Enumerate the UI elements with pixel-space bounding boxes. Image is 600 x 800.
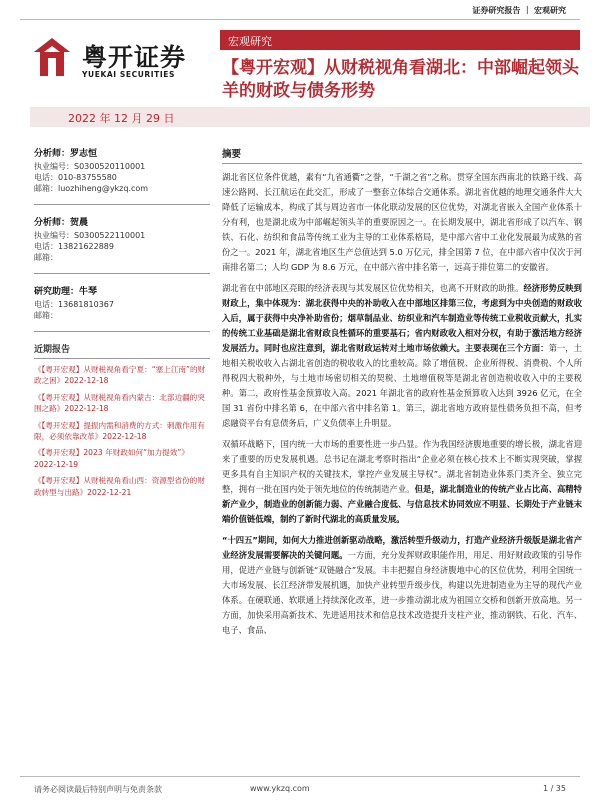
analyst-license: 执业编号：S0300522110001 <box>34 231 146 240</box>
paragraph-text: 一方面，充分发挥财政职能作用，用足、用好财政政策的引导作用，促进产业链与创新链“双链融合”发展。丰丰把握自身经济腹地中心的区位优势，利用全国统一大市场发展、长江经济带发展机遇，加快产业转型升级步伐，构建以先进制造业为主导的现代产业体系。在硬联通、软联通上持续深化改革，进一步推动湖北成为祖国立交桥和创新开放高地。另一方面，加快采用高新技术、先进适用技术和信息技术改造提升支柱产业，推动钢铁、石化、汽车、电子、食品、 <box>222 550 582 635</box>
category-banner <box>220 30 580 50</box>
abstract-paragraph: 湖北省区位条件优越，素有“九省通衢”之誉，“千湖之省”之称。贯穿全国东西南北的铁路干线、高速公路网、长江航运在此交汇，形成了一整套立体综合交通体系。湖北省优越的地理交通条件大大降低了运输成本，构成了其与周边省市一体化联动发展的区位优势，对湖北省嵌入全国产业体系十分有利，也是湖北成为中部崛起领头羊的重要原因之一。在长期发展中，湖北省形成了以汽车、钢铁、石化、纺织和食品等传统工业为主导的工业体系格局，是中部六省中工业化发展最为成熟的省份之一。2021 年，湖北省地区生产总值达到 5.0 万亿元，排全国第 7 位，在中部六省中仅次于河南排名第二；人均 GDP 为 8.6 万元，在中部六省中排名第一，远高于排位第二的安徽省。 <box>222 172 582 272</box>
recent-report-link[interactable]: 《【粤开宏观】从财税视角看内蒙古：北部边疆的突围之路》2022-12-18 <box>34 392 205 414</box>
paragraph-text: 第一，土地相关税收收入占湖北省创造的税收收入的比重较高。除了增值税、企业所得税、消费税、个人所得税四大税种外，与土地市场密切相关的契税、土地增值税等是湖北省创造税收收入中的主要税种。第二，政府性基金预算收入高。2021 年湖北省的政府性基金预算收入达到 3926 亿元，在全国 31 省份中排名第 6，在中部六省中排名第 1。第三，湖北省地方政府显性债务负担不高，但考虑融资平台有息债务后，广义负债率上升明显。 <box>222 343 582 428</box>
report-date: 2022 年 12 月 29 日 <box>68 112 175 125</box>
abstract-heading: 摘要 <box>222 146 582 164</box>
divider <box>34 273 210 274</box>
paragraph-emphasis: “十四五”期间，如何大力推进创新驱动战略，激活转型升级动力，打造产业经济升级版是湖北省产业经济发展需要解决的关键问题。 <box>222 535 582 560</box>
assistant-phone: 电话：13681810367 <box>34 300 114 309</box>
disclaimer-text: 请务必阅读最后特别声明与免责条款 <box>34 785 162 794</box>
recent-report-link[interactable]: 《【粤开宏观】从财税视角看宁夏：“塞上江南”的财政之困》2022-12-18 <box>34 365 206 386</box>
assistant-email: 邮箱： <box>34 311 58 320</box>
category-label: 宏观研究 <box>228 35 272 48</box>
recent-report-link[interactable]: 《【粤开宏观】2023 年财政如何“加力提效”》2022-12-19 <box>34 448 189 469</box>
brand-name-cn: 粤开证券 <box>82 43 187 72</box>
assistant-block <box>34 284 210 321</box>
footer-divider <box>20 776 580 777</box>
analyst-license: 执业编号：S0300520110001 <box>34 162 146 171</box>
brand-name-en: YUEKAI SECURITIES <box>82 70 175 79</box>
company-logo <box>30 36 230 82</box>
recent-report-link[interactable]: 《【粤开宏观】从财税视角看山西：资源型省份的财政转型与出路》2022-12-21 <box>34 476 205 497</box>
recent-report-link[interactable]: 《【粤开宏观】提振内需和消费的方式：刺激作用有限，必须依靠改革》2022-12-18 <box>34 420 205 442</box>
top-divider <box>20 19 580 20</box>
analyst-phone: 电话：13821622889 <box>34 242 114 251</box>
website-link[interactable]: www.ykzq.com <box>250 784 310 793</box>
analyst-email: 邮箱： <box>34 253 58 262</box>
paragraph-emphasis: 但是，湖北制造业的传统产业占比高、高精特新产业少，制造业的创新能力弱、产业融合度低、与信息技术协同效应不明显、长期处于产业链末端价值链低端，制约了新时代湖北的高质量发展。 <box>222 484 582 524</box>
divider <box>34 204 210 205</box>
assistant-name: 研究助理：牛琴 <box>34 287 98 297</box>
analyst-block <box>34 215 210 263</box>
yuekai-logo-icon <box>30 36 74 80</box>
analyst-name: 分析师：贺晨 <box>34 218 89 228</box>
top-bar <box>0 0 600 22</box>
paragraph-text: 双循环战略下，国内统一大市场的重要性进一步凸显。作为我国经济腹地重要的增长极，湖北省迎来了重要的历史发展机遇。总书记在湖北考察时指出“企业必须在核心技术上不断实现突破，掌握更多具有自主知识产权的关键技术，掌控产业发展主导权”。湖北省制造业体系门类齐全、独立完整，拥有一批在国内处于领先地位的传统制造产业。 <box>222 439 582 494</box>
abstract-paragraph <box>222 533 582 638</box>
paragraph-text: 湖北省在中部地区亮眼的经济表现与其发展区位优势相关，也离不开财政的助推。 <box>222 283 524 293</box>
analyst-email: 邮箱：luozhiheng@ykzq.com <box>34 184 149 193</box>
divider <box>34 331 210 332</box>
paragraph-emphasis: 经济形势反映到财政上，集中体现为：湖北获得中央的补助收入在中部地区排第三位，考虑到为中央创造的财政收入后，属于获得中央净补助省份；烟草制品业、纺织业和汽车制造业等传统工业税收贡献大，扎实的传统工业基础是湖北省财政良性循环的重要基石；省内财政收入相对分权，有助于激活地方经济发展活力。同时也应注意到，湖北省财政运转对土地市场依赖大。主要表现在三个方面： <box>222 283 582 353</box>
report-type-label: 证券研究报告 ｜ 宏观研究 <box>472 6 566 15</box>
analyst-phone: 电话：010-83755580 <box>34 173 117 182</box>
recent-reports-heading: 近期报告 <box>34 342 210 359</box>
date-banner <box>30 107 590 127</box>
abstract-paragraph <box>222 281 582 431</box>
analyst-block <box>34 146 210 194</box>
abstract-paragraph <box>222 437 582 527</box>
page-footer <box>0 776 600 800</box>
sidebar <box>34 146 210 498</box>
analyst-name: 分析师：罗志恒 <box>34 149 98 159</box>
abstract-section <box>222 146 582 638</box>
report-title: 【粤开宏观】从财税视角看湖北：中部崛起领头羊的财政与债务形势 <box>222 58 579 101</box>
page-number: 1 / 35 <box>542 784 566 793</box>
